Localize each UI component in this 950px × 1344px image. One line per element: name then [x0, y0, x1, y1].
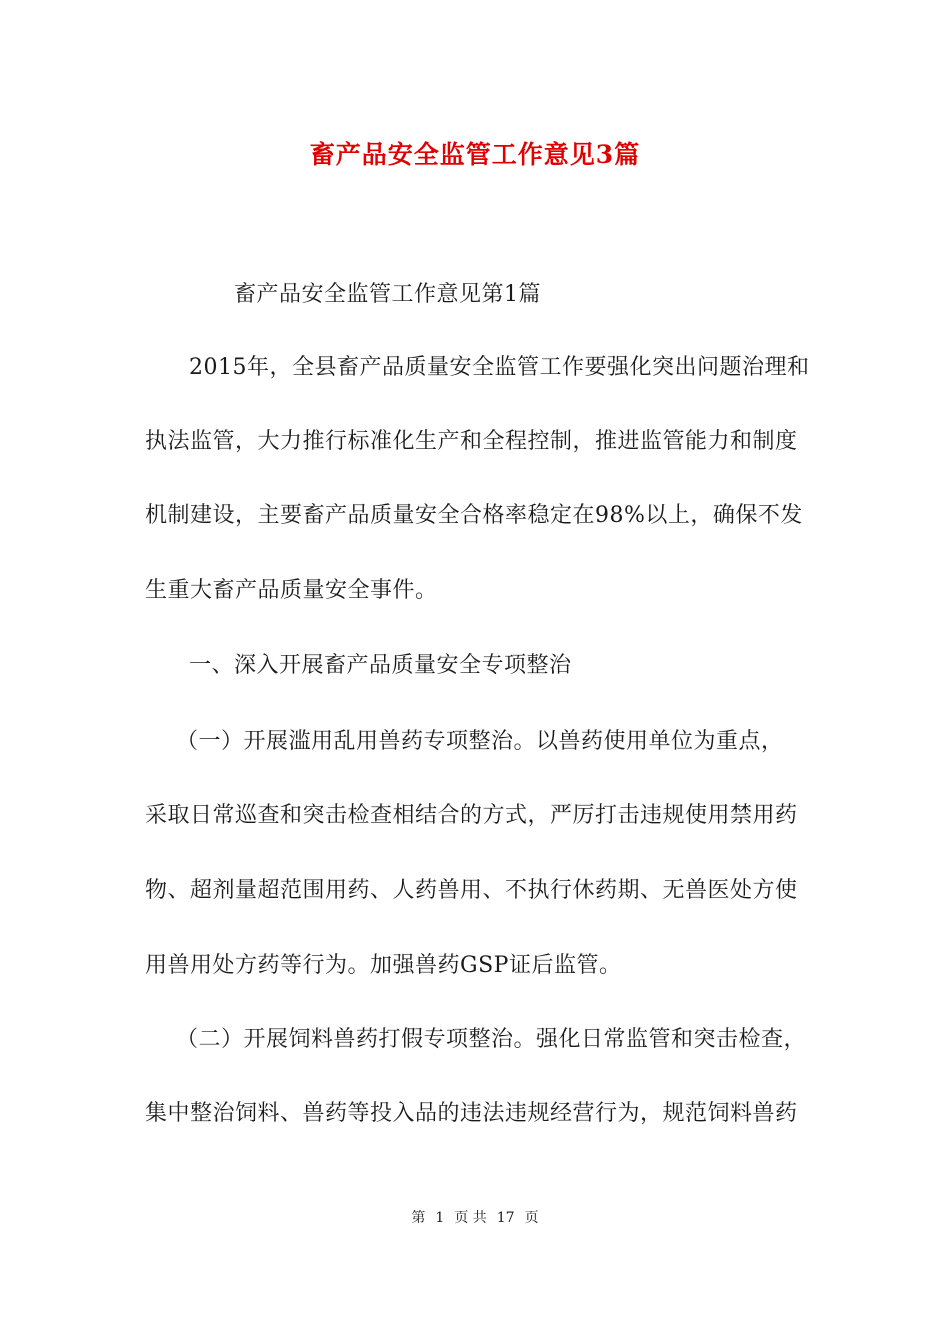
paragraph-line: （二）开展饲料兽药打假专项整治。强化日常监管和突击检查， [176, 1027, 807, 1052]
subsection-heading: 一、深入开展畜产品质量安全专项整治 [189, 653, 572, 678]
page-footer [0, 1208, 950, 1228]
paragraph-line: 集中整治饲料、兽药等投入品的违法违规经营行为，规范饲料兽药 [145, 1101, 798, 1126]
paragraph-line: 机制建设，主要畜产品质量安全合格率稳定在98%以上，确保不发 [145, 503, 803, 528]
paragraph-line: 用兽用处方药等行为。加强兽药GSP证后监管。 [145, 953, 622, 978]
paragraph-line: 采取日常巡查和突击检查相结合的方式，严厉打击违规使用禁用药 [145, 803, 798, 828]
paragraph-line: 物、超剂量超范围用药、人药兽用、不执行休药期、无兽医处方使 [145, 878, 798, 903]
document-title: 畜产品安全监管工作意见3篇 [309, 140, 641, 169]
paragraph-line: （一）开展滥用乱用兽药专项整治。以兽药使用单位为重点， [176, 729, 784, 754]
section-heading: 畜产品安全监管工作意见第1篇 [234, 282, 541, 307]
page-number: 1 [435, 1210, 445, 1226]
page-label-mid: 页 共 [454, 1210, 487, 1226]
paragraph-line: 生重大畜产品质量安全事件。 [145, 578, 438, 603]
page-total: 17 [496, 1210, 515, 1226]
paragraph-line: 2015年，全县畜产品质量安全监管工作要强化突出问题治理和 [189, 355, 810, 380]
page-label-prefix: 第 [411, 1210, 426, 1226]
page-label-suffix: 页 [524, 1210, 539, 1226]
paragraph-line: 执法监管，大力推行标准化生产和全程控制，推进监管能力和制度 [145, 429, 798, 454]
